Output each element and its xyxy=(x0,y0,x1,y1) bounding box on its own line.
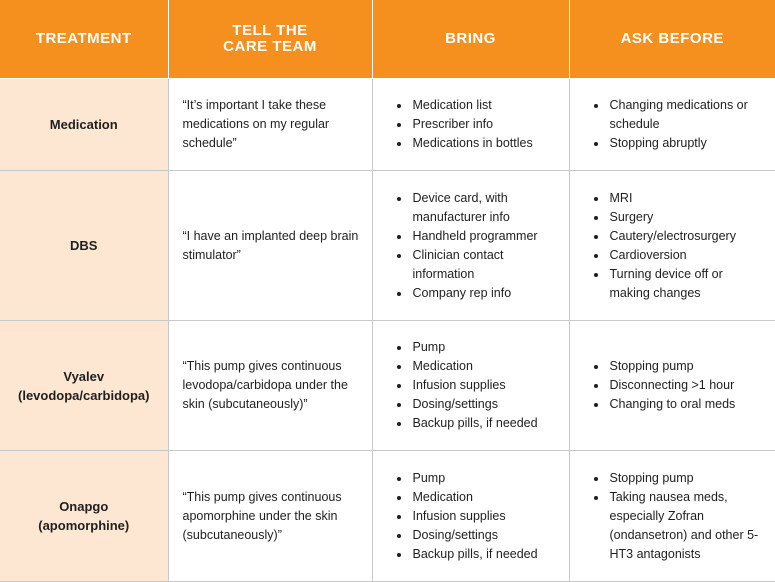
header-tell-care-team xyxy=(168,0,372,79)
table-row-dbs xyxy=(0,171,775,321)
list-item: • Medication list xyxy=(411,96,555,115)
list-item: • Stopping pump xyxy=(608,357,762,376)
ask-list xyxy=(584,96,762,153)
header-tell-line2: CARE TEAM xyxy=(223,38,317,55)
list-item: • Backup pills, if needed xyxy=(411,414,555,433)
list-item: • Disconnecting >1 hour xyxy=(608,376,762,395)
bring-list xyxy=(387,189,555,303)
ask-list xyxy=(584,469,762,564)
treatment-cell xyxy=(0,451,168,582)
list-item: • Pump xyxy=(411,469,555,488)
treatment-name: Onapgo xyxy=(59,499,109,514)
list-item: • Company rep info xyxy=(411,284,555,303)
table-row-vyalev xyxy=(0,321,775,451)
bring-cell xyxy=(372,171,569,321)
treatment-cell xyxy=(0,321,168,451)
tell-cell: “This pump gives continuous apomorphine under the skin (subcutaneously)” xyxy=(168,451,372,582)
list-item: • Device card, with manufacturer info xyxy=(411,189,555,227)
treatment-cell xyxy=(0,171,168,321)
list-item: • Pump xyxy=(411,338,555,357)
list-item: • Turning device off or making changes xyxy=(608,265,762,303)
ask-cell xyxy=(569,171,775,321)
ask-list xyxy=(584,357,762,414)
list-item: • Surgery xyxy=(608,208,762,227)
list-item: • Medication xyxy=(411,488,555,507)
bring-list xyxy=(387,338,555,433)
treatment-generic: (levodopa/carbidopa) xyxy=(18,387,150,403)
list-item: • Taking nausea meds, especially Zofran (ondansetron) and other 5-HT3 antagonists xyxy=(608,488,762,564)
list-item: • Changing to oral meds xyxy=(608,395,762,414)
list-item: • Backup pills, if needed xyxy=(411,545,555,564)
header-treatment: TREATMENT xyxy=(0,0,168,79)
header-ask-before: ASK BEFORE xyxy=(569,0,775,79)
ask-cell xyxy=(569,451,775,582)
treatment-name: DBS xyxy=(70,238,98,253)
header-tell-line1: TELL THE xyxy=(232,22,308,39)
tell-cell: “This pump gives continuous levodopa/carbidopa under the skin (subcutaneously)” xyxy=(168,321,372,451)
treatment-name: Medication xyxy=(49,117,118,132)
list-item: • MRI xyxy=(608,189,762,208)
list-item: • Prescriber info xyxy=(411,115,555,134)
list-item: • Cardioversion xyxy=(608,246,762,265)
list-item: • Medications in bottles xyxy=(411,134,555,153)
bring-cell xyxy=(372,321,569,451)
ask-list xyxy=(584,189,762,303)
list-item: • Dosing/settings xyxy=(411,395,555,414)
list-item: • Handheld programmer xyxy=(411,227,555,246)
ask-cell xyxy=(569,321,775,451)
ask-cell xyxy=(569,79,775,171)
list-item: • Clinician contact information xyxy=(411,246,555,284)
bring-list xyxy=(387,96,555,153)
tell-cell: “It’s important I take these medications on my regular schedule” xyxy=(168,79,372,171)
bring-cell xyxy=(372,451,569,582)
list-item: • Dosing/settings xyxy=(411,526,555,545)
list-item: • Infusion supplies xyxy=(411,376,555,395)
header-bring: BRING xyxy=(372,0,569,79)
table-row-medication xyxy=(0,79,775,171)
treatment-generic: (apomorphine) xyxy=(38,518,130,533)
table-row-onapgo xyxy=(0,451,775,582)
treatment-cell xyxy=(0,79,168,171)
list-item: • Stopping abruptly xyxy=(608,134,762,153)
tell-cell: “I have an implanted deep brain stimulator” xyxy=(168,171,372,321)
list-item: • Infusion supplies xyxy=(411,507,555,526)
list-item: • Changing medications or schedule xyxy=(608,96,762,134)
treatment-name: Vyalev xyxy=(63,368,105,384)
table-header-row xyxy=(0,0,775,79)
list-item: • Stopping pump xyxy=(608,469,762,488)
list-item: • Medication xyxy=(411,357,555,376)
list-item: • Cautery/electrosurgery xyxy=(608,227,762,246)
bring-cell xyxy=(372,79,569,171)
bring-list xyxy=(387,469,555,564)
